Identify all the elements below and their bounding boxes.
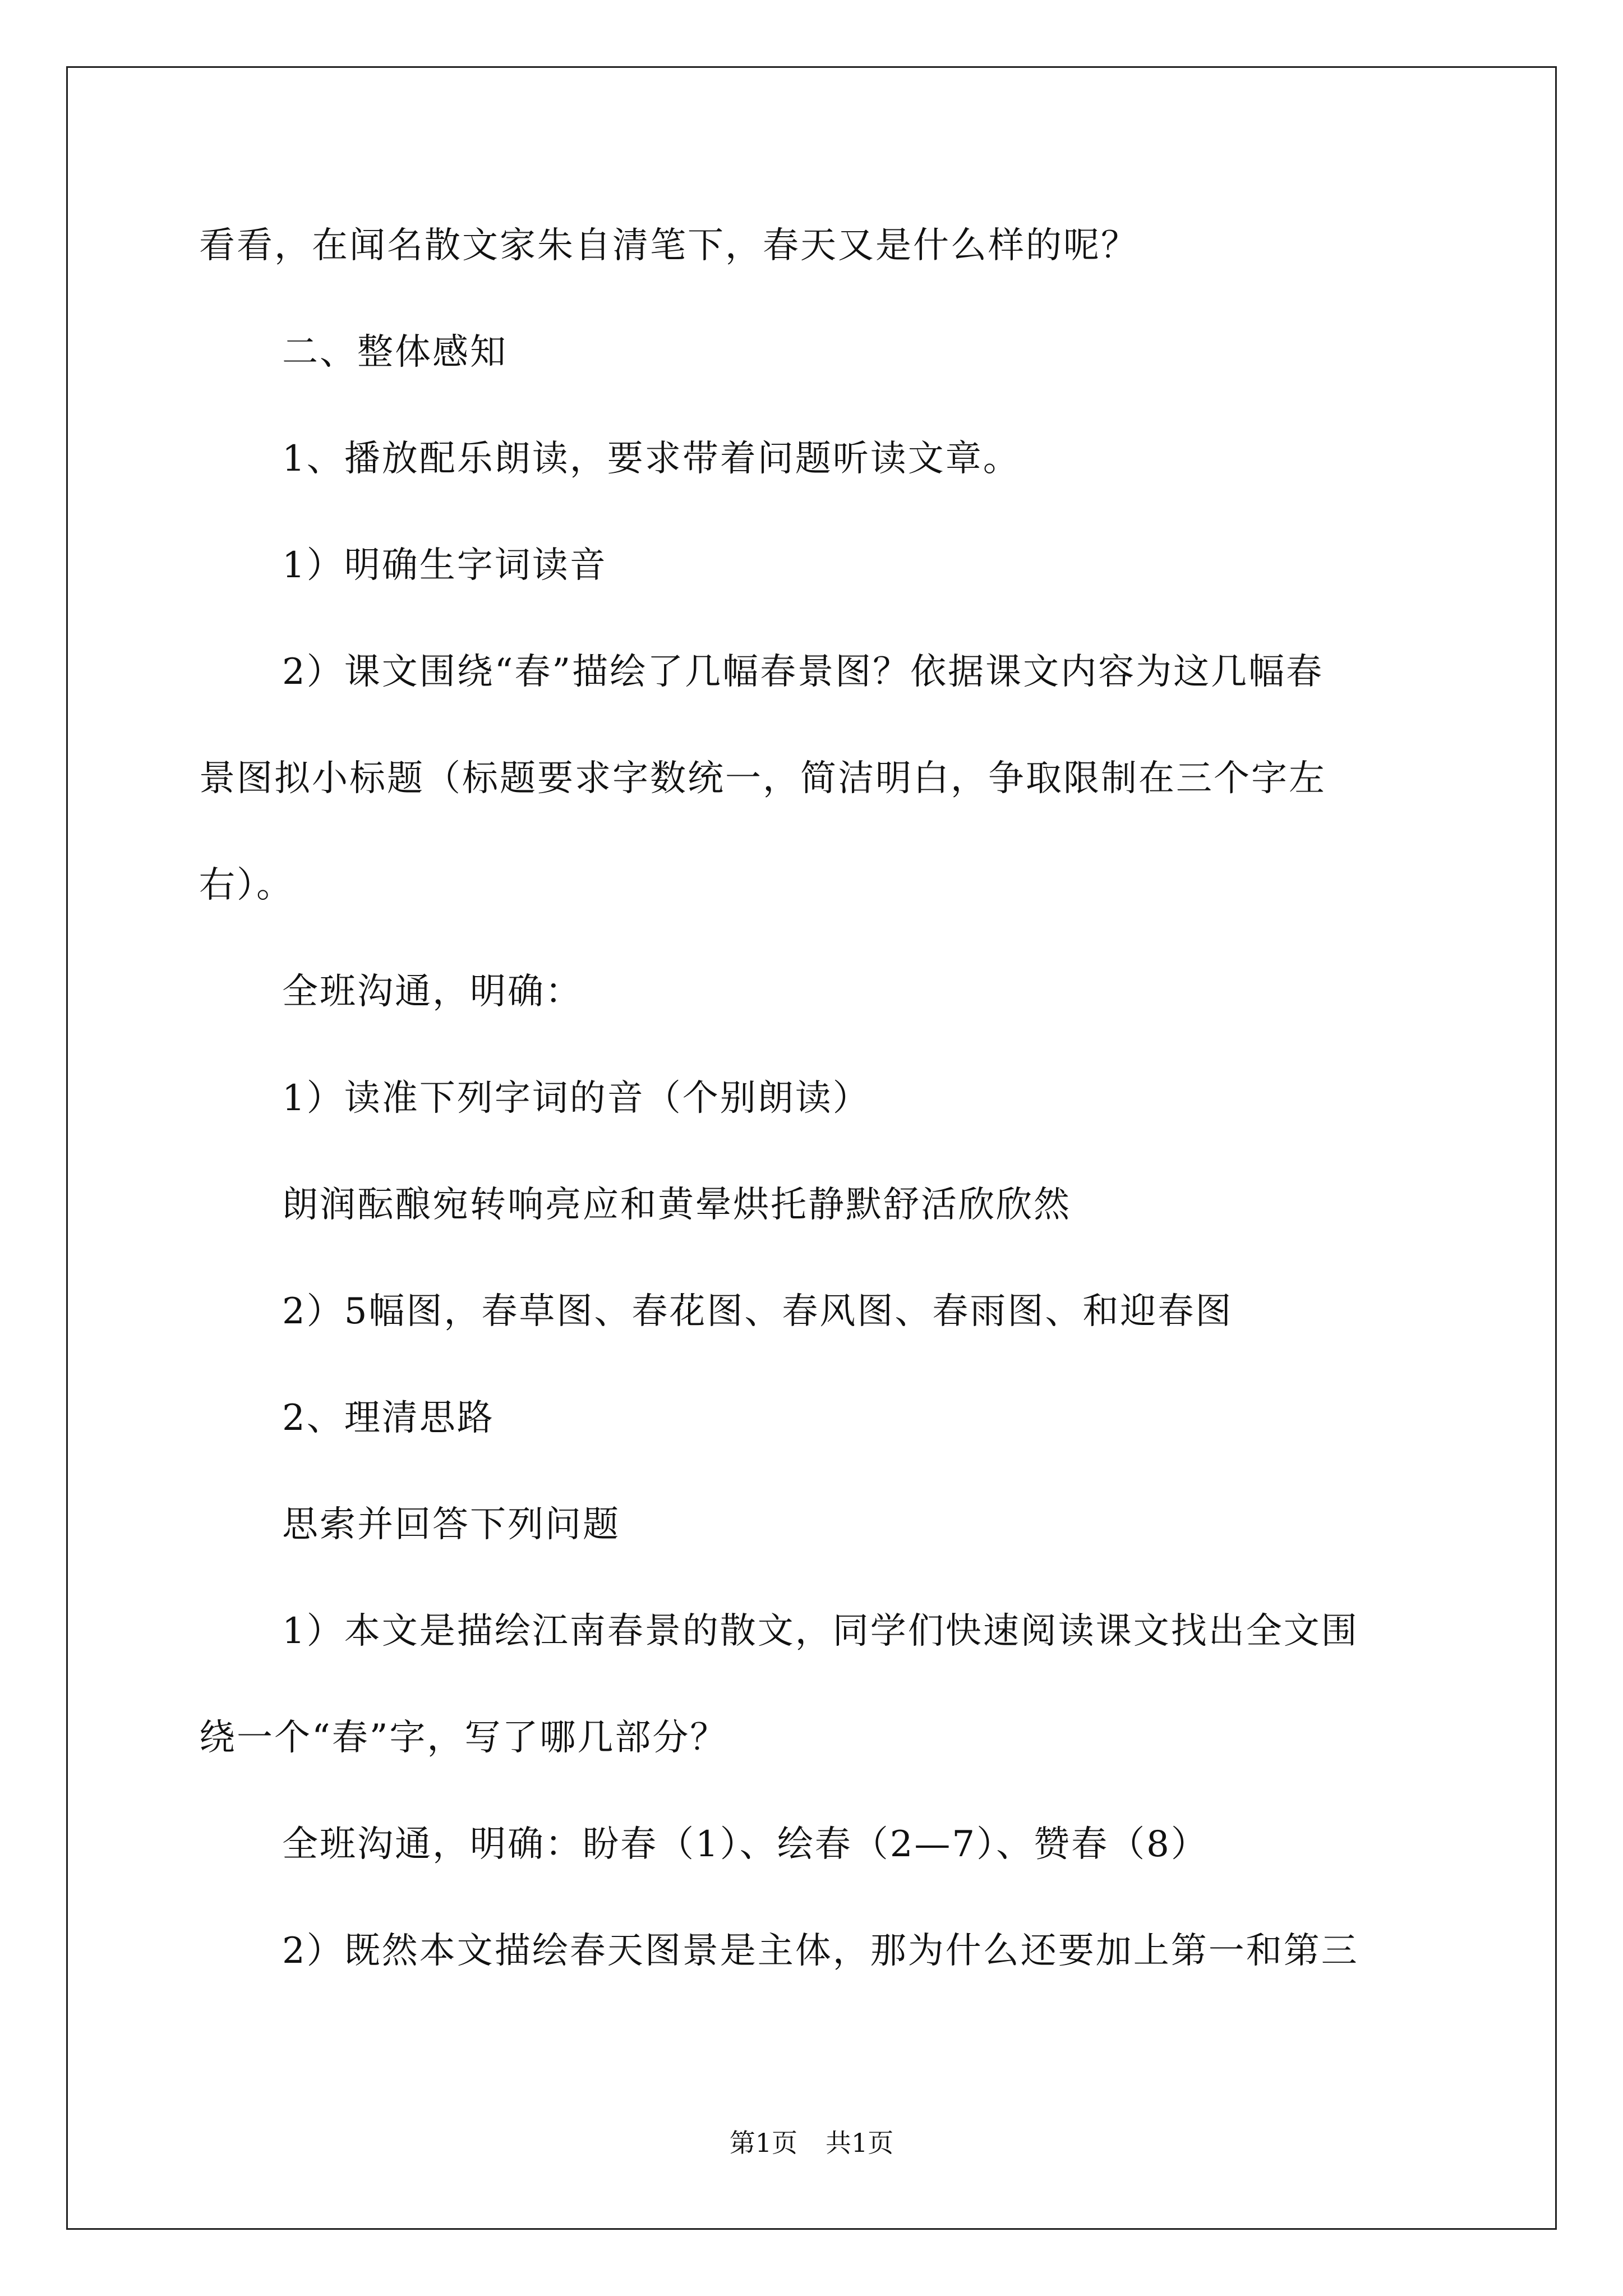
page-total: 共1页 [826,2128,894,2158]
section-heading-overall-perception: 二、整体感知 [282,332,508,373]
text-line-p12b: 绕一个“春”字，写了哪几部分？ [199,1717,728,1759]
vocabulary-list: 朗润酝酿宛转响亮应和黄晕烘托静默舒活欣欣然 [282,1184,1071,1226]
page-footer [0,2126,1623,2160]
text-line-p14: 2）既然本文描绘春天图景是主体，那为什么还要加上第一和第三 [282,1930,1359,1972]
document-body [199,219,1427,2031]
text-line-p6: 全班沟通，明确： [282,971,583,1013]
text-line-p5b: 景图拟小标题（标题要求字数统一，简洁明白，争取限制在三个字左 [199,758,1326,799]
text-line-p11: 思索并回答下列问题 [282,1504,620,1545]
text-line-p12a: 1）本文是描绘江南春景的散文，同学们快速阅读课文找出全文围 [282,1611,1359,1652]
text-line-p7: 1）读准下列字词的音（个别朗读） [282,1078,870,1119]
text-line-p5a: 2）课文围绕“春”描绘了几幅春景图？依据课文内容为这几幅春 [282,651,1324,693]
text-line-p13: 全班沟通，明确：盼春（1）、绘春（2—7）、赞春（8） [282,1824,1209,1865]
section-heading-clarify-ideas: 2、理清思路 [282,1397,495,1439]
page-number: 第1页 [729,2128,797,2158]
text-line-p5c: 右）。 [199,864,294,906]
text-line-p9: 2）5幅图，春草图、春花图、春风图、春雨图、和迎春图 [282,1291,1233,1332]
text-line-p1: 看看，在闻名散文家朱自清笔下，春天又是什么样的呢？ [199,225,1138,266]
text-line-p4: 1）明确生字词读音 [282,545,607,586]
text-line-p3: 1、播放配乐朗读，要求带着问题听读文章。 [282,438,1021,480]
